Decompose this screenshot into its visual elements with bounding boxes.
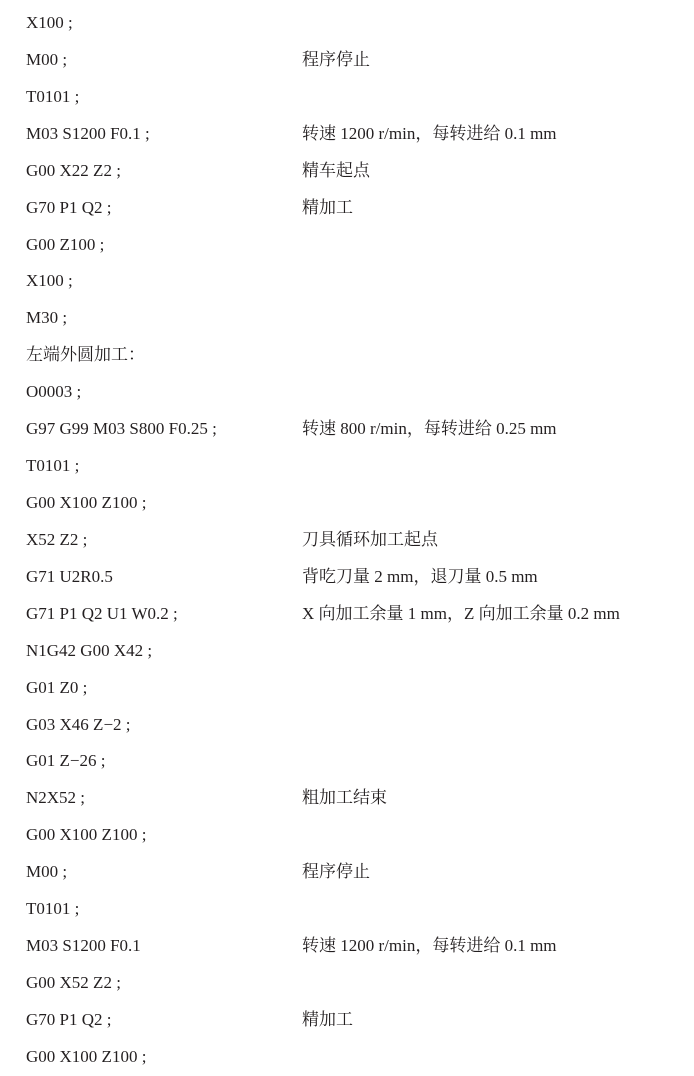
code-text: G01 Z−26 ; <box>26 751 106 771</box>
program-line <box>26 153 686 190</box>
program-line <box>26 190 686 227</box>
program-line <box>26 300 686 337</box>
code-text: M00 ; <box>26 862 68 882</box>
code-text: G01 Z0 ; <box>26 677 88 697</box>
program-line <box>26 227 686 264</box>
code-text: N1G42 G00 X42 ; <box>26 640 153 660</box>
comment-text: 精加工 <box>302 1009 353 1029</box>
program-line <box>26 559 686 596</box>
program-line <box>26 1002 686 1039</box>
program-line <box>26 448 686 485</box>
comment-text: 背吃刀量 2 mm，退刀量 0.5 mm <box>302 566 538 586</box>
program-line <box>26 965 686 1002</box>
code-text: G00 X100 Z100 ; <box>26 492 147 512</box>
code-text: G71 U2R0.5 <box>26 566 113 586</box>
program-line <box>26 928 686 965</box>
code-text: M30 ; <box>26 308 68 328</box>
code-text: O0003 ; <box>26 382 82 402</box>
comment-text: 程序停止 <box>302 862 370 882</box>
comment-text: X 向加工余量 1 mm，Z 向加工余量 0.2 mm <box>302 603 620 623</box>
code-text: T0101 ; <box>26 86 80 106</box>
comment-text: 转速 800 r/min，每转进给 0.25 mm <box>302 419 557 439</box>
program-line <box>26 780 686 817</box>
program-line <box>26 891 686 928</box>
nc-program-listing <box>26 5 686 1076</box>
comment-text: 程序停止 <box>302 49 370 69</box>
program-line <box>26 42 686 79</box>
code-text: G00 X100 Z100 ; <box>26 1046 147 1066</box>
program-line <box>26 817 686 854</box>
program-line <box>26 596 686 633</box>
code-text: X100 ; <box>26 13 73 32</box>
code-text: 左端外圆加工： <box>26 345 145 365</box>
program-line <box>26 522 686 559</box>
code-text: G03 X46 Z−2 ; <box>26 714 131 734</box>
code-text: N2X52 ; <box>26 788 86 808</box>
program-line <box>26 707 686 744</box>
code-text: G00 X22 Z2 ; <box>26 160 121 180</box>
program-line <box>26 854 686 891</box>
program-line <box>26 337 686 374</box>
code-text: X52 Z2 ; <box>26 529 88 549</box>
program-line <box>26 5 686 42</box>
comment-text: 转速 1200 r/min，每转进给 0.1 mm <box>302 123 557 143</box>
program-line <box>26 374 686 411</box>
program-line <box>26 485 686 522</box>
code-text: G70 P1 Q2 ; <box>26 197 112 217</box>
comment-text: 转速 1200 r/min，每转进给 0.1 mm <box>302 936 557 956</box>
program-line <box>26 743 686 780</box>
comment-text: 刀具循环加工起点 <box>302 529 438 549</box>
code-text: G00 X52 Z2 ; <box>26 972 121 992</box>
code-text: T0101 ; <box>26 456 80 476</box>
code-text: G97 G99 M03 S800 F0.25 ; <box>26 419 217 439</box>
code-text: G70 P1 Q2 ; <box>26 1009 112 1029</box>
code-text: G00 X100 Z100 ; <box>26 825 147 845</box>
program-line <box>26 411 686 448</box>
code-text: G00 Z100 ; <box>26 234 105 254</box>
comment-text: 粗加工结束 <box>302 788 387 808</box>
program-line <box>26 116 686 153</box>
code-text: M03 S1200 F0.1 <box>26 936 141 956</box>
code-text: G71 P1 Q2 U1 W0.2 ; <box>26 603 178 623</box>
program-line <box>26 670 686 707</box>
code-text: X100 ; <box>26 271 73 291</box>
program-line <box>26 633 686 670</box>
comment-text: 精加工 <box>302 197 353 217</box>
comment-text: 精车起点 <box>302 160 370 180</box>
code-text: M03 S1200 F0.1 ; <box>26 123 150 143</box>
code-text: T0101 ; <box>26 899 80 919</box>
program-line <box>26 263 686 300</box>
program-line <box>26 79 686 116</box>
code-text: M00 ; <box>26 49 68 69</box>
program-line <box>26 1039 686 1076</box>
